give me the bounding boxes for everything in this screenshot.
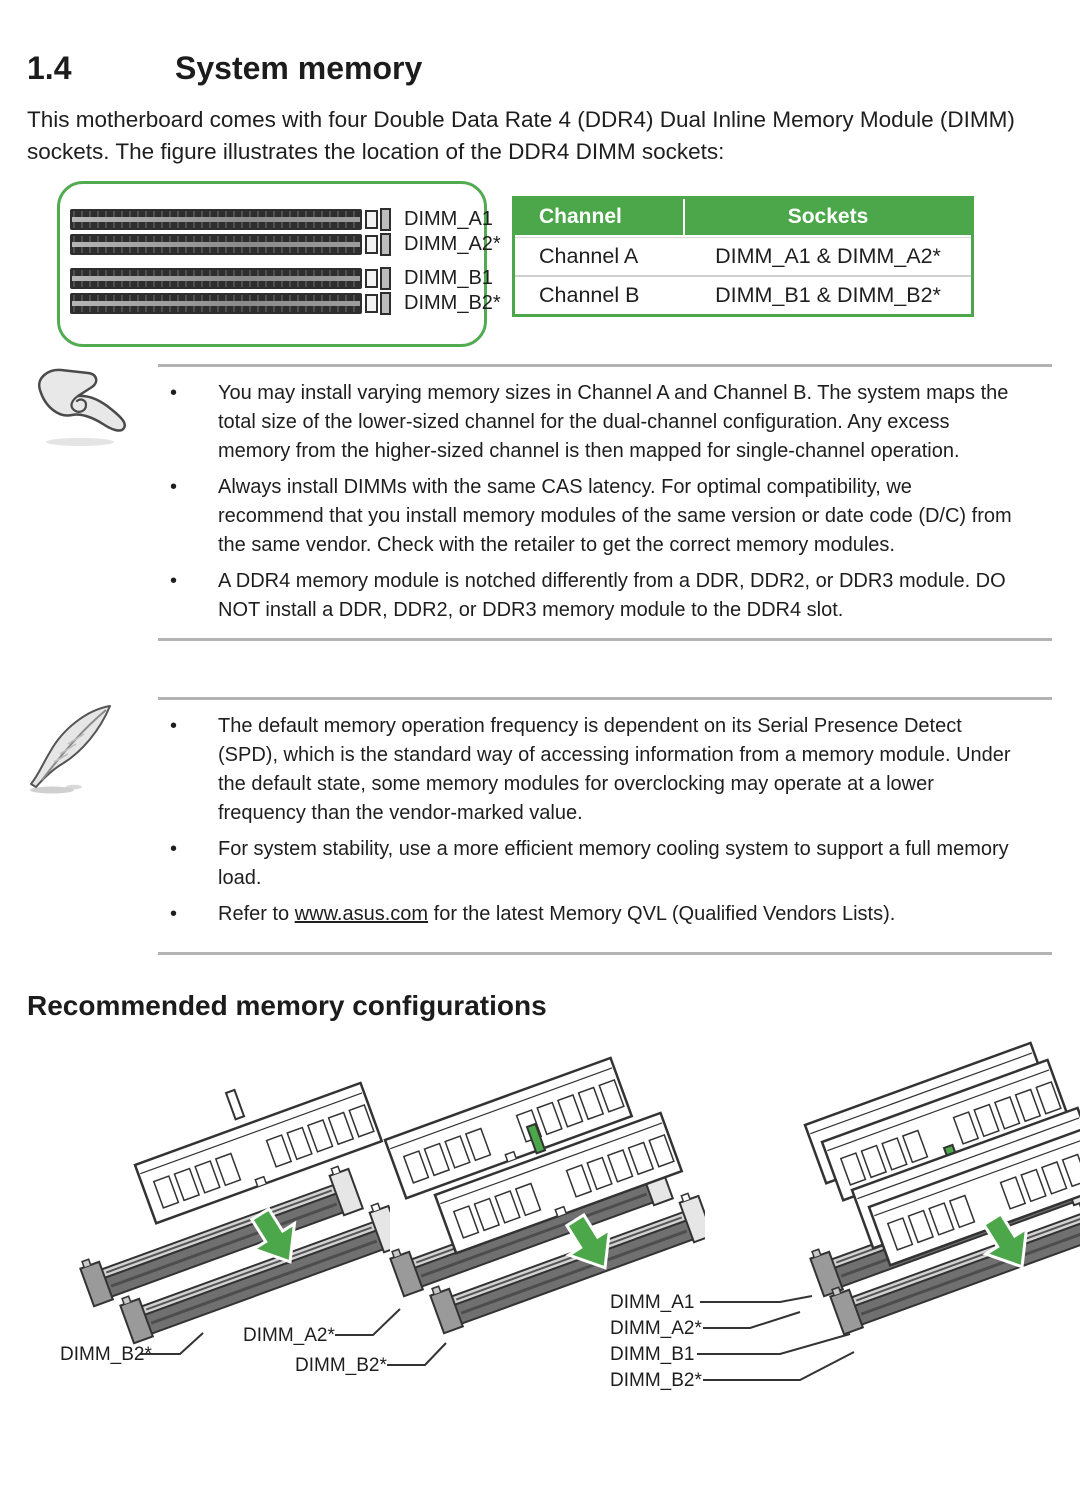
diagram-label: DIMM_A2*	[610, 1318, 702, 1339]
slot-label: DIMM_B2*	[404, 291, 501, 314]
slot-latch-icon	[380, 267, 391, 290]
dimm-slot-a2	[70, 233, 501, 255]
slot-label: DIMM_A2*	[404, 232, 501, 255]
dimm-slot-graphic	[70, 268, 362, 289]
dimm-slot-graphic	[70, 234, 362, 255]
table-body	[515, 237, 971, 314]
note-bullet: • Always install DIMMs with the same CAS latency. For optimal compatibility, we recommend that you install memory modules of the same version or date code (D/C) from the same vendor. Check with the retailer to get the correct memory modules.	[158, 473, 1052, 560]
asus-website-link[interactable]: www.asus.com	[294, 903, 429, 925]
pointing-hand-icon	[28, 362, 134, 450]
section-number: 1.4	[27, 50, 72, 86]
dimm-slot-b2	[70, 292, 501, 314]
slot-label: DIMM_A1	[404, 207, 493, 230]
recommended-configurations-title: Recommended memory configurations	[27, 990, 547, 1021]
diagram-label: DIMM_B2*	[295, 1355, 387, 1376]
slot-latch-icon	[380, 208, 391, 231]
note-bullet-list	[158, 367, 1052, 638]
table-row	[515, 275, 971, 314]
slot-clip-icon	[365, 235, 378, 254]
quill-pen-icon	[22, 700, 122, 798]
intro-paragraph: This motherboard comes with four Double Data Rate 4 (DDR4) Dual Inline Memory Module (DIMM) sockets. The figure illustrates the location of the DDR4 DIMM sockets:	[27, 107, 1015, 164]
dimm-slot-graphic	[70, 209, 362, 230]
slot-clip-icon	[365, 294, 378, 313]
slot-clip-icon	[365, 210, 378, 229]
table-cell: Channel B	[539, 283, 640, 307]
slot-clip-icon	[365, 269, 378, 288]
table-header-channel: Channel	[515, 199, 685, 235]
dimm-slot-b1	[70, 267, 493, 289]
note-bullet: • For system stability, use a more efficient memory cooling system to support a full memory load.	[158, 835, 1052, 893]
memory-config-diagram-quad	[600, 1040, 1080, 1405]
table-cell: Channel A	[539, 244, 639, 268]
diagram-label: DIMM_B2*	[60, 1344, 152, 1365]
slot-latch-icon	[380, 233, 391, 256]
table-header-row	[515, 199, 971, 237]
note-bullet-list	[158, 700, 1052, 942]
slot-label: DIMM_B1	[404, 266, 493, 289]
table-cell: DIMM_B1 & DIMM_B2*	[715, 283, 941, 307]
note-box-installation	[158, 364, 1052, 641]
note-bullet: • A DDR4 memory module is notched differently from a DDR, DDR2, or DDR3 module. DO NOT install a DDR, DDR2, or DDR3 memory module to the DDR4 slot.	[158, 567, 1052, 625]
dimm-slot-graphic	[70, 293, 362, 314]
refer-prefix: Refer to	[218, 903, 295, 925]
table-row	[515, 238, 971, 275]
note-bullet: • The default memory operation frequency is dependent on its Serial Presence Detect (SPD), which is the standard way of accessing information from a memory module. Under the default state, some memory modules for overclocking may operate at a lower frequency than the vendor-marked value.	[158, 712, 1052, 828]
page-title: System memory	[175, 50, 423, 86]
diagram-label: DIMM_B2*	[610, 1370, 702, 1391]
note-bullet: • You may install varying memory sizes in Channel A and Channel B. The system maps the total size of the lower-sized channel for the dual-channel configuration. Any excess memory from the higher-sized channel is then mapped for single-channel operation.	[158, 379, 1052, 466]
dimm-slot-a1	[70, 208, 493, 230]
dimm-sockets-figure	[57, 181, 501, 347]
refer-suffix: for the latest Memory QVL (Qualified Vendors Lists).	[428, 903, 896, 925]
table-header-sockets: Sockets	[787, 205, 869, 228]
table-cell: DIMM_A1 & DIMM_A2*	[715, 244, 941, 268]
diagram-label: DIMM_B1	[610, 1344, 695, 1365]
diagram-label: DIMM_A1	[610, 1292, 695, 1313]
slot-latch-icon	[380, 292, 391, 315]
note-bullet	[158, 900, 1052, 929]
diagram-label: DIMM_A2*	[243, 1325, 335, 1346]
channel-sockets-table	[512, 196, 974, 317]
note-box-frequency	[158, 697, 1052, 955]
